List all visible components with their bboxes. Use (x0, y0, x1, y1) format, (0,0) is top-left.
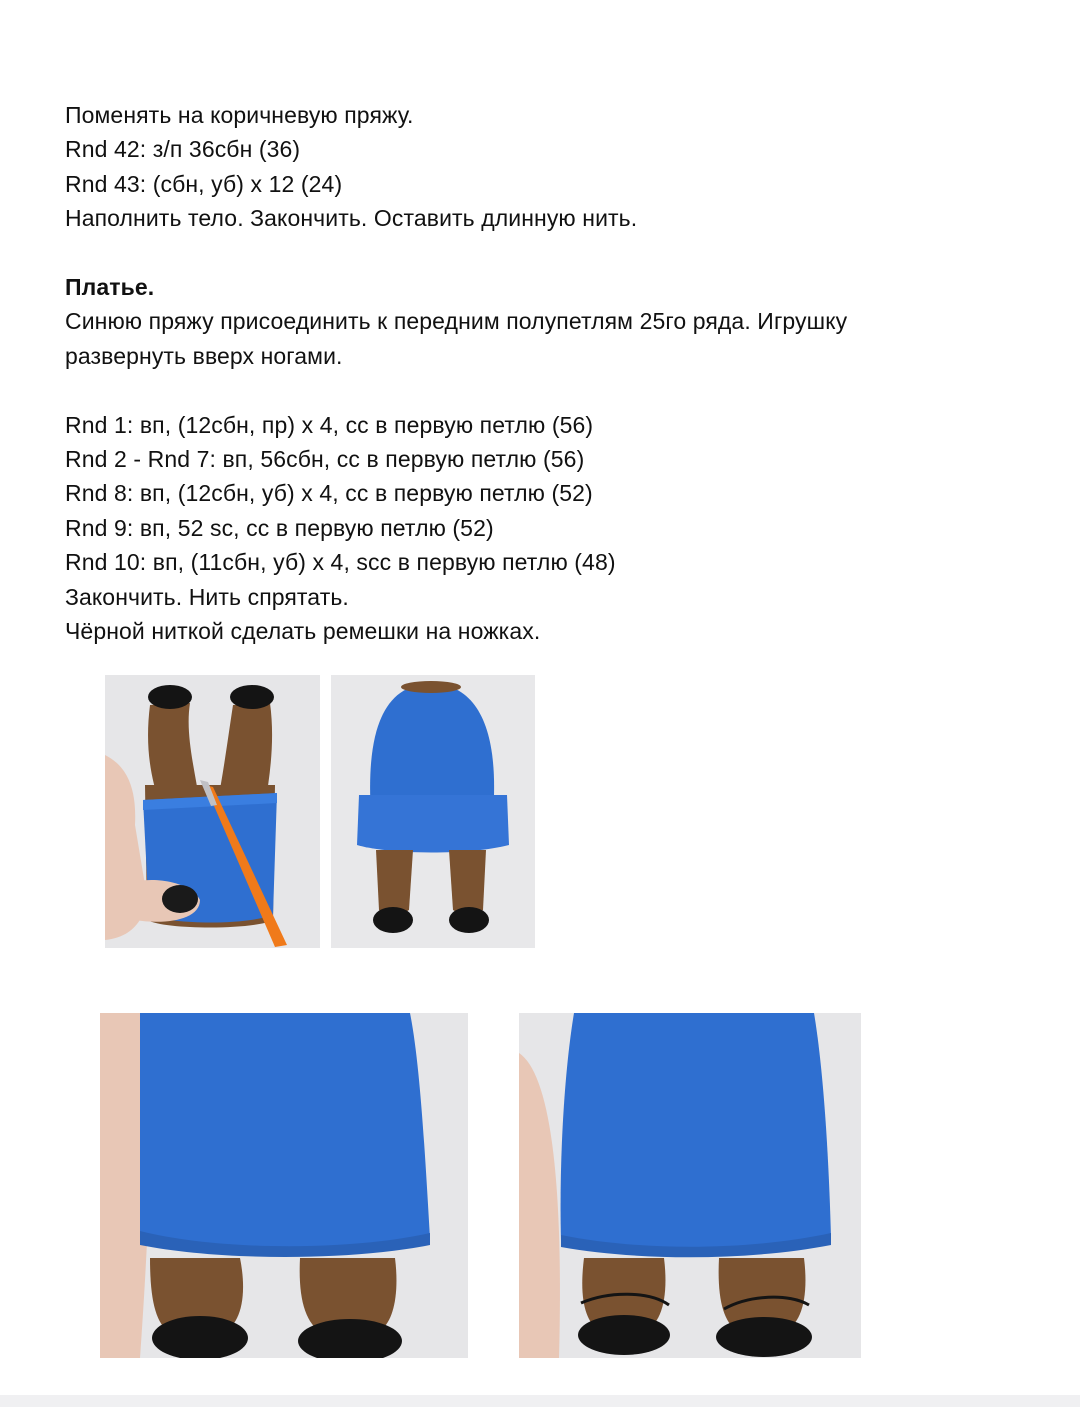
round-instruction: Rnd 1: вп, (12сбн, пр) х 4, сс в первую петлю (56) (65, 411, 594, 438)
text-line: Rnd 42: з/п 36сбн (36) (65, 136, 301, 163)
text-line: Чёрной ниткой сделать ремешки на ножках. (65, 618, 541, 645)
text-line: Поменять на коричневую пряжу. (65, 102, 414, 128)
text-line: развернуть вверх ногами. (65, 342, 343, 369)
text-line: Наполнить тело. Закончить. Оставить длинную нить. (65, 205, 638, 232)
spacer (65, 236, 1025, 270)
round-instruction: Rnd 8: вп, (12сбн, уб) х 4, сс в первую петлю (52) (65, 480, 593, 507)
photo-skirt-closeup-straps (519, 1013, 861, 1358)
photo-skirt-closeup-plain (100, 1013, 468, 1358)
spacer (65, 373, 1025, 407)
photo-doll-with-hook (105, 675, 320, 948)
text-line: Rnd 43: (сбн, уб) х 12 (24) (65, 170, 343, 197)
pattern-text (65, 98, 1025, 648)
photo-skirt-finished (331, 675, 535, 948)
section-heading: Платье. (65, 274, 155, 301)
round-instruction: Rnd 10: вп, (11сбн, уб) х 4, scc в первую петлю (48) (65, 549, 616, 576)
round-instruction: Rnd 2 - Rnd 7: вп, 56сбн, сс в первую петлю (56) (65, 446, 585, 473)
page-bottom-strip (0, 1395, 1080, 1407)
text-line: Закончить. Нить спрятать. (65, 583, 349, 610)
text-line: Синюю пряжу присоединить к передним полупетлям 25го ряда. Игрушку (65, 308, 848, 335)
round-instruction: Rnd 9: вп, 52 sc, сс в первую петлю (52) (65, 514, 494, 541)
